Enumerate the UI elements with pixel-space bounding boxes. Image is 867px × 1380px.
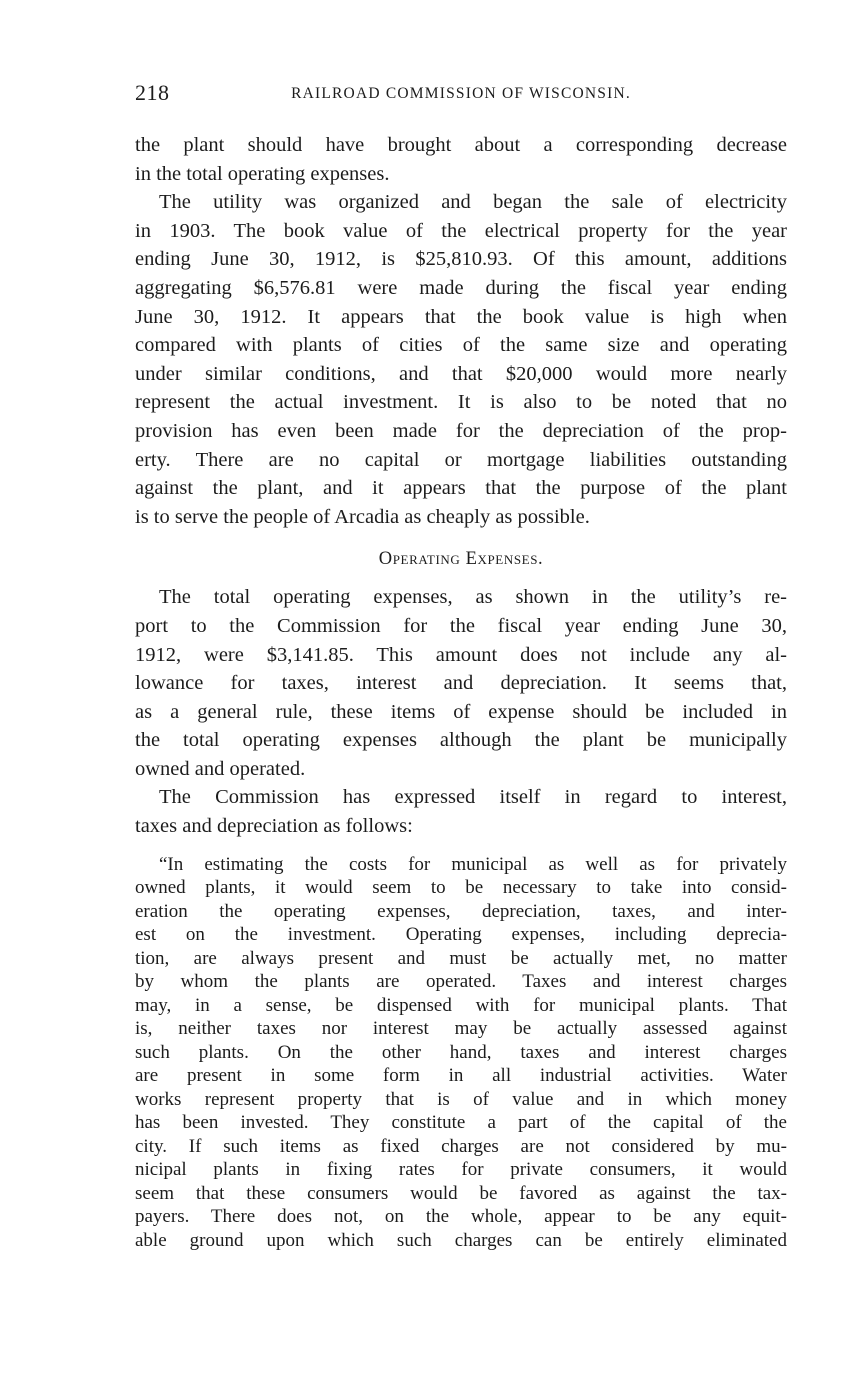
text-line: as a general rule, these items of expense should be included in bbox=[135, 700, 787, 723]
quote-line: such plants. On the other hand, taxes and interest charges bbox=[135, 1041, 787, 1063]
text-line: port to the Commission for the fiscal year ending June 30, bbox=[135, 614, 787, 637]
quote-line: is, neither taxes nor interest may be actually assessed against bbox=[135, 1018, 787, 1040]
page-number: 218 bbox=[135, 80, 170, 105]
quote-line: city. If such items as fixed charges are not considered by mu- bbox=[135, 1135, 787, 1157]
text-line: is to serve the people of Arcadia as cheaply as possible. bbox=[135, 505, 590, 528]
quote-line: payers. There does not, on the whole, appear to be any equit- bbox=[135, 1206, 787, 1228]
page-header bbox=[135, 80, 787, 110]
text-line: ending June 30, 1912, is $25,810.93. Of this amount, additions bbox=[135, 248, 787, 271]
text-line: the plant should have brought about a corresponding decrease bbox=[135, 134, 787, 156]
text-line: represent the actual investment. It is also to be noted that no bbox=[135, 391, 787, 414]
quote-line: are present in some form in all industrial activities. Water bbox=[135, 1065, 787, 1087]
text-line: against the plant, and it appears that the purpose of the plant bbox=[135, 477, 787, 500]
text-line: The utility was organized and began the sale of electricity bbox=[159, 191, 787, 214]
text-line: June 30, 1912. It appears that the book value is high when bbox=[135, 305, 787, 328]
text-line: 1912, were $3,141.85. This amount does not include any al- bbox=[135, 643, 787, 666]
quote-line: nicipal plants in fixing rates for private consumers, it would bbox=[135, 1159, 787, 1181]
text-line: in 1903. The book value of the electrical property for the year bbox=[135, 219, 787, 242]
quote-line: has been invested. They constitute a part of the capital of the bbox=[135, 1112, 787, 1134]
text-line: aggregating $6,576.81 were made during the fiscal year ending bbox=[135, 276, 787, 299]
text-line: provision has even been made for the depreciation of the prop- bbox=[135, 419, 787, 442]
paragraph-continuation bbox=[135, 131, 787, 188]
text-line: under similar conditions, and that $20,000 would more nearly bbox=[135, 362, 787, 385]
section-heading-text: Operating Expenses. bbox=[378, 549, 544, 570]
text-line: in the total operating expenses. bbox=[135, 162, 390, 185]
quote-line: est on the investment. Operating expenses, including deprecia- bbox=[135, 924, 787, 946]
quote-line: “In estimating the costs for municipal as well as for privately bbox=[159, 853, 787, 875]
running-head: RAILROAD COMMISSION OF WISCONSIN. bbox=[291, 85, 631, 102]
quote-line: tion, are always present and must be actually met, no matter bbox=[135, 947, 787, 969]
quote-line: may, in a sense, be dispensed with for municipal plants. That bbox=[135, 994, 787, 1016]
paragraph-operating-expenses bbox=[135, 583, 787, 783]
text-line: erty. There are no capital or mortgage liabilities outstanding bbox=[135, 448, 787, 471]
text-line: the total operating expenses although the plant be municipally bbox=[135, 729, 787, 752]
quote-line: able ground upon which such charges can be entirely eliminated bbox=[135, 1229, 787, 1251]
body-text bbox=[135, 131, 787, 1252]
block-quote bbox=[135, 853, 787, 1253]
text-line: owned and operated. bbox=[135, 757, 306, 780]
quote-line: works represent property that is of value and in which money bbox=[135, 1088, 787, 1110]
quote-line: seem that these consumers would be favored as against the tax- bbox=[135, 1182, 787, 1204]
text-line: compared with plants of cities of the same size and operating bbox=[135, 334, 787, 357]
quote-line: owned plants, it would seem to be necessary to take into consid- bbox=[135, 877, 787, 899]
text-line: The total operating expenses, as shown in the utility’s re- bbox=[159, 586, 787, 609]
quote-line: eration the operating expenses, depreciation, taxes, and inter- bbox=[135, 900, 787, 922]
text-line: taxes and depreciation as follows: bbox=[135, 815, 413, 838]
section-heading bbox=[135, 545, 787, 573]
text-line: lowance for taxes, interest and depreciation. It seems that, bbox=[135, 672, 787, 695]
paragraph-utility-history bbox=[135, 188, 787, 531]
text-line: The Commission has expressed itself in regard to interest, bbox=[159, 786, 787, 809]
paragraph-commission-statement bbox=[135, 783, 787, 840]
quote-line: by whom the plants are operated. Taxes and interest charges bbox=[135, 971, 787, 993]
